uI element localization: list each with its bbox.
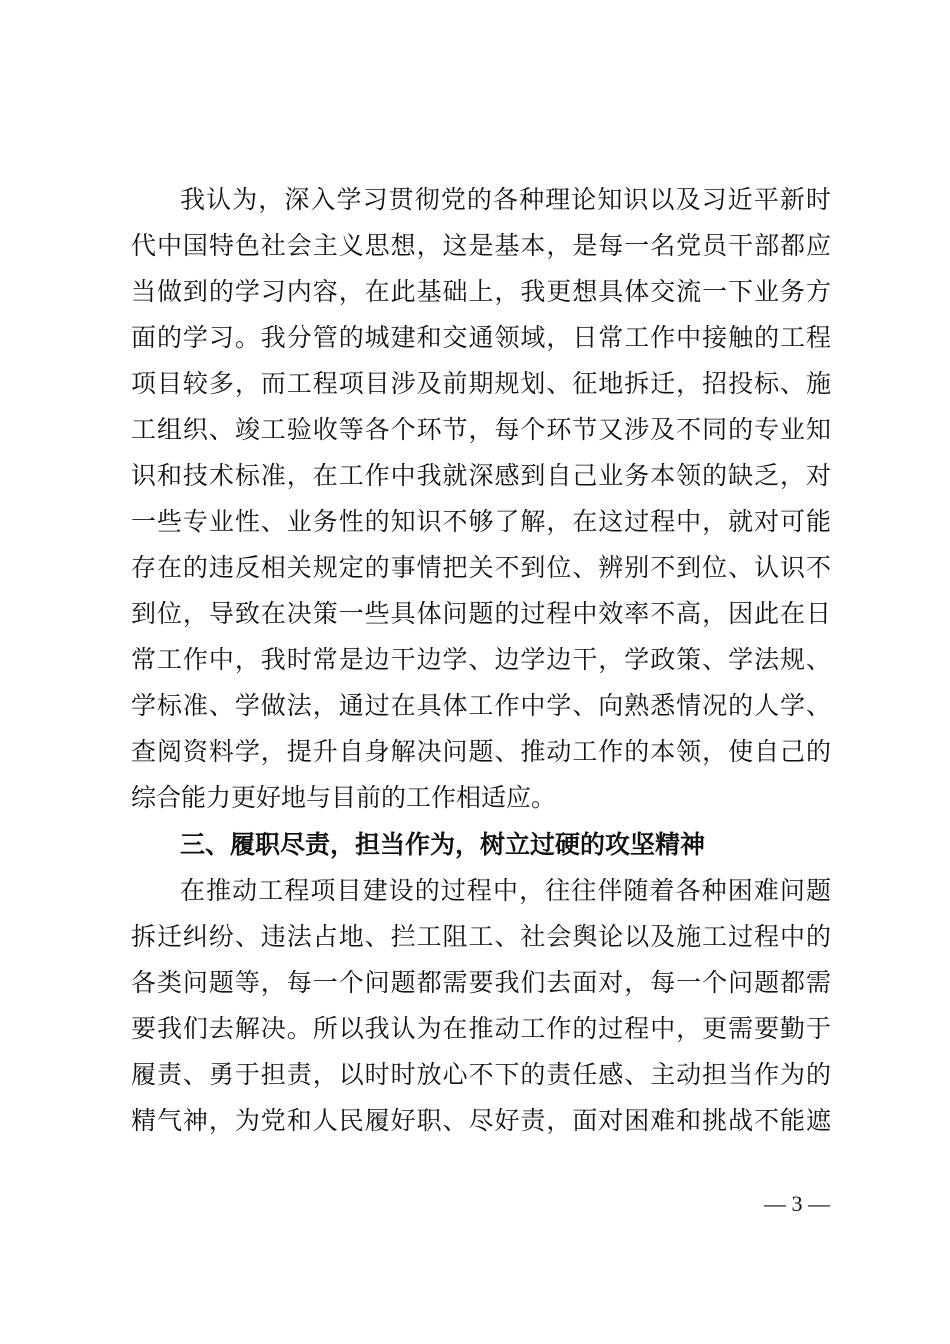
paragraph-line: 工组织、竣工验收等各个环节，每个环节又涉及不同的专业知: [131, 415, 831, 444]
page-number: — 3 —: [764, 1191, 830, 1216]
paragraph-line: 到位，导致在决策一些具体问题的过程中效率不高，因此在日: [131, 599, 831, 628]
paragraph-line: 代中国特色社会主义思想，这是基本，是每一名党员干部都应: [131, 231, 831, 260]
section-heading: 三、履职尽责，担当作为，树立过硬的攻坚精神: [180, 830, 706, 859]
paragraph-line: 精气神，为党和人民履好职、尽好责，面对困难和挑战不能遮: [131, 1106, 831, 1135]
paragraph-line: 在推动工程项目建设的过程中，往往伴随着各种困难问题: [180, 876, 831, 905]
paragraph-line: 项目较多，而工程项目涉及前期规划、征地拆迁，招投标、施: [131, 369, 831, 398]
paragraph-line: 一些专业性、业务性的知识不够了解，在这过程中，就对可能: [131, 507, 831, 536]
paragraph-line: 识和技术标准，在工作中我就深感到自己业务本领的缺乏，对: [131, 461, 831, 490]
paragraph-line: 当做到的学习内容，在此基础上，我更想具体交流一下业务方: [131, 277, 831, 306]
paragraph-line: 我认为，深入学习贯彻党的各种理论知识以及习近平新时: [180, 185, 831, 214]
paragraph-line: 各类问题等，每一个问题都需要我们去面对，每一个问题都需: [131, 968, 831, 997]
paragraph-line: 拆迁纠纷、违法占地、拦工阻工、社会舆论以及施工过程中的: [131, 922, 831, 951]
paragraph-line: 学标准、学做法，通过在具体工作中学、向熟悉情况的人学、: [131, 691, 831, 720]
paragraph-line: 综合能力更好地与目前的工作相适应。: [131, 783, 557, 812]
paragraph-line: 常工作中，我时常是边干边学、边学边干，学政策、学法规、: [131, 645, 831, 674]
paragraph-line: 查阅资料学，提升自身解决问题、推动工作的本领，使自己的: [131, 737, 831, 766]
paragraph-line: 履责、勇于担责，以时时放心不下的责任感、主动担当作为的: [131, 1060, 831, 1089]
paragraph-line: 面的学习。我分管的城建和交通领域，日常工作中接触的工程: [131, 323, 831, 352]
paragraph-line: 存在的违反相关规定的事情把关不到位、辨别不到位、认识不: [131, 553, 831, 582]
paragraph-line: 要我们去解决。所以我认为在推动工作的过程中，更需要勤于: [131, 1014, 831, 1043]
